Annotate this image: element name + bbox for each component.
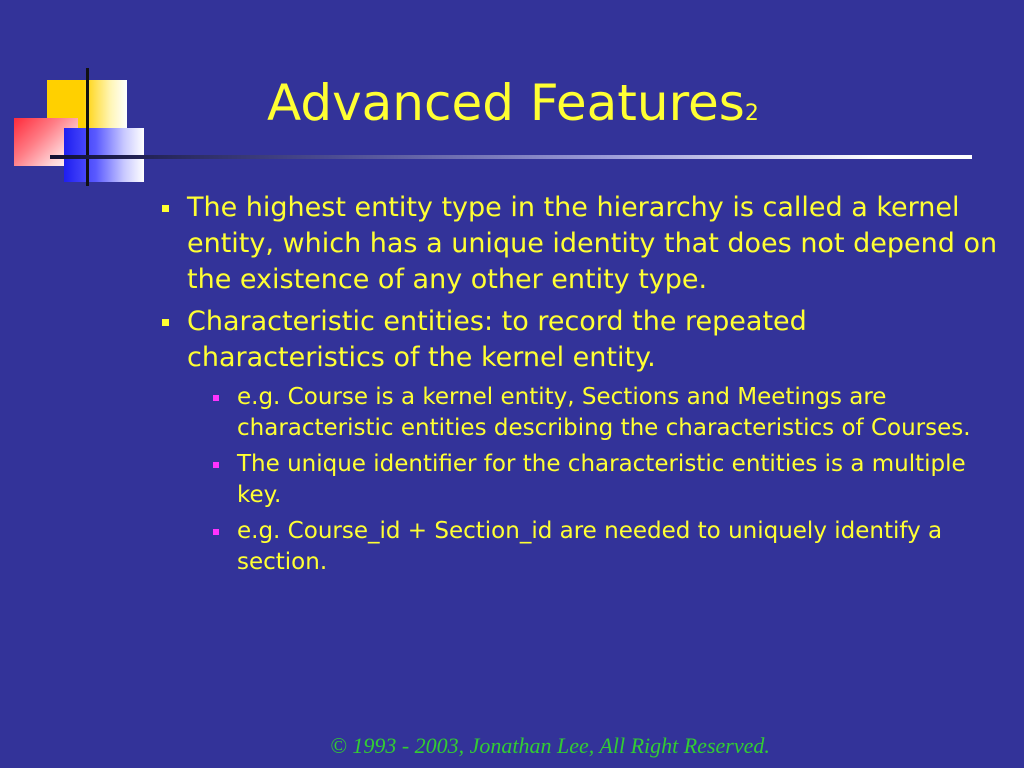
sub-bullet-item [210,516,1000,578]
bullet-item [160,190,1000,298]
slide-title-text: Advanced Features [267,74,745,132]
slide-content [160,190,1000,583]
square-bullet-icon [162,319,169,326]
slide-title-suffix: 2 [744,101,759,126]
bullet-item [160,304,1000,376]
sub-bullet-text: e.g. Course_id + Section_id are needed to uniquely identify a section. [237,518,943,575]
square-sub-bullet-icon [213,395,219,401]
square-sub-bullet-icon [213,529,219,535]
title-underline [50,155,972,159]
square-sub-bullet-icon [213,462,219,468]
copyright-footer: © 1993 - 2003, Jonathan Lee, All Right Reserved. [330,733,770,758]
sub-bullet-text: e.g. Course is a kernel entity, Sections and Meetings are characteristic entities describing the characteristics of Courses. [237,384,971,441]
bullet-text: The highest entity type in the hierarchy is called a kernel entity, which has a unique identity that does not depend on the existence of any other entity type. [187,192,998,295]
slide-title [267,72,759,145]
logo-vertical-line [86,68,89,186]
sub-bullet-item [210,449,1000,511]
sub-bullet-item [210,382,1000,444]
bullet-text: Characteristic entities: to record the repeated characteristics of the kernel entity. [187,306,807,373]
square-bullet-icon [162,205,169,212]
sub-bullet-text: The unique identifier for the characteristic entities is a multiple key. [237,451,966,508]
